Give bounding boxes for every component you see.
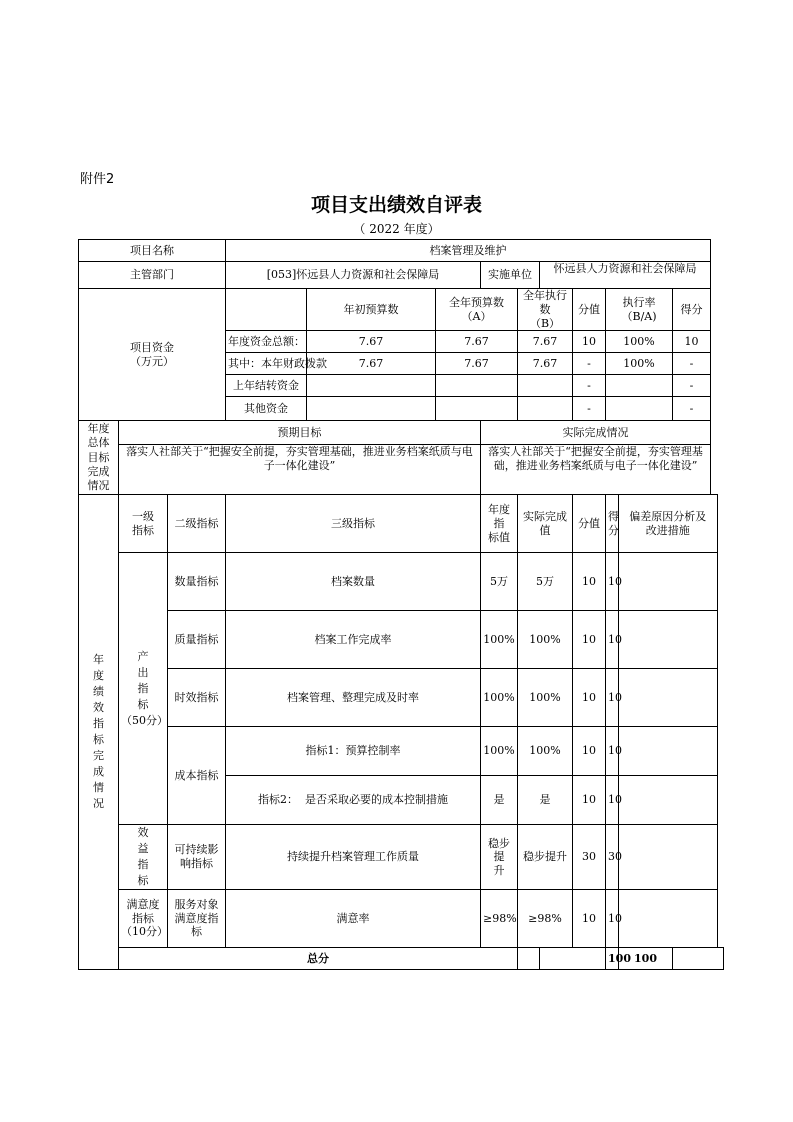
indicator-score-value: 30 (573, 825, 606, 890)
expected-goal-text: 落实人社部关于“把握安全前提，夯实管理基础，推进业务档案纸质与电子一体化建设” (119, 445, 481, 495)
indicator-score: 10 (606, 776, 619, 825)
indicator-analysis (619, 669, 718, 727)
indicator-analysis (619, 727, 718, 776)
indicator-level3: 档案工作完成率 (226, 611, 481, 669)
indicator-analysis (619, 553, 718, 611)
total-label: 总分 (119, 948, 518, 970)
header-level1: 一级 指标 (119, 495, 168, 553)
header-actual-value: 实际完成 值 (518, 495, 573, 553)
actual-goal-header: 实际完成情况 (481, 421, 711, 445)
indicator-score-value: 10 (573, 669, 606, 727)
header-level3: 三级指标 (226, 495, 481, 553)
funds-row-executed: 7.67 (518, 353, 573, 375)
indicator-actual: 稳步提升 (518, 825, 573, 890)
header-initial: 年初预算数 (307, 289, 436, 331)
funds-row-initial: 7.67 (307, 331, 436, 353)
funds-row-exec-rate: 100% (606, 331, 673, 353)
dept-label: 主管部门 (79, 262, 226, 289)
indicator-score-value: 10 (573, 611, 606, 669)
indicator-actual: 100% (518, 611, 573, 669)
year-label: （ 2022 年度） (353, 222, 440, 236)
funds-row-score-value: - (573, 353, 606, 375)
funds-row-full-budget (436, 375, 518, 397)
indicator-level3: 指标1：预算控制率 (226, 727, 481, 776)
benefit-indicator-group: 效 益 指 标 (119, 825, 168, 890)
actual-goal-text: 落实人社部关于“把握安全前提，夯实管理基础，推进业务档案纸质与电子一体化建设” (481, 445, 711, 495)
indicator-actual: 是 (518, 776, 573, 825)
impl-value: 怀远县人力资源和社会保障局 (540, 262, 711, 289)
indicator-level2: 时效指标 (168, 669, 226, 727)
indicator-score-value: 10 (573, 727, 606, 776)
funds-row-initial (307, 375, 436, 397)
total-blank (518, 948, 540, 970)
funds-row-label: 其他资金 (226, 397, 307, 421)
indicator-level2: 成本指标 (168, 727, 226, 825)
header-score: 得分 (673, 289, 711, 331)
indicator-level2: 质量指标 (168, 611, 226, 669)
indicator-analysis (619, 890, 718, 948)
header-score-value: 分值 (573, 495, 606, 553)
funds-row-score: - (673, 397, 711, 421)
funds-row-exec-rate (606, 397, 673, 421)
funds-row-exec-rate (606, 375, 673, 397)
indicator-level3: 持续提升档案管理工作质量 (226, 825, 481, 890)
indicator-annual: 100% (481, 727, 518, 776)
page-title: 项目支出绩效自评表 (310, 194, 482, 216)
funds-row-executed (518, 397, 573, 421)
header-score: 得分 (606, 495, 619, 553)
satisfaction-indicator-group: 满意度 指标 （10分） (119, 890, 168, 948)
indicator-level3: 指标2： 是否采取必要的成本控制措施 (226, 776, 481, 825)
funds-row-score: 10 (673, 331, 711, 353)
performance-table (78, 239, 724, 970)
indicator-level3: 满意率 (226, 890, 481, 948)
funds-row-initial (307, 397, 436, 421)
expected-goal-header: 预期目标 (119, 421, 481, 445)
total-score: 100 (619, 948, 673, 970)
indicator-analysis (619, 611, 718, 669)
total-analysis (673, 948, 724, 970)
attachment-label: 附件2 (80, 172, 115, 187)
funds-row-score-value: 10 (573, 331, 606, 353)
impl-label: 实施单位 (481, 262, 540, 289)
funds-row-executed (518, 375, 573, 397)
indicator-score-value: 10 (573, 890, 606, 948)
funds-row-label: 其中：本年财政拨款 (226, 353, 307, 375)
total-blank (540, 948, 606, 970)
project-name-label: 项目名称 (79, 240, 226, 262)
indicator-score: 10 (606, 727, 619, 776)
indicator-actual: 100% (518, 727, 573, 776)
goals-label: 年度 总体 目标 完成 情况 (79, 421, 119, 495)
funds-row-executed: 7.67 (518, 331, 573, 353)
funds-row-full-budget: 7.67 (436, 331, 518, 353)
header-exec-rate: 执行率 （B/A) (606, 289, 673, 331)
funds-row-score: - (673, 375, 711, 397)
indicator-analysis (619, 776, 718, 825)
header-level2: 二级指标 (168, 495, 226, 553)
indicator-score: 10 (606, 611, 619, 669)
funds-header-blank (226, 289, 307, 331)
indicator-score: 10 (606, 669, 619, 727)
indicator-level2: 可持续影 响指标 (168, 825, 226, 890)
indicator-actual: ≥98% (518, 890, 573, 948)
indicator-level3: 档案管理、整理完成及时率 (226, 669, 481, 727)
indicator-annual: 5万 (481, 553, 518, 611)
dept-value: [053]怀远县人力资源和社会保障局 (226, 262, 481, 289)
funds-row-score: - (673, 353, 711, 375)
funds-row-label: 上年结转资金 (226, 375, 307, 397)
indicator-score: 10 (606, 890, 619, 948)
indicator-annual: 稳步提 升 (481, 825, 518, 890)
header-full-budget: 全年预算数 （A） (436, 289, 518, 331)
header-annual-value: 年度指 标值 (481, 495, 518, 553)
indicator-annual: 100% (481, 669, 518, 727)
indicator-score: 10 (606, 553, 619, 611)
funds-row-exec-rate: 100% (606, 353, 673, 375)
indicator-actual: 5万 (518, 553, 573, 611)
perf-indicators-label: 年 度 绩 效 指 标 完 成 情 况 (79, 495, 119, 970)
indicator-score-value: 10 (573, 553, 606, 611)
funds-row-initial: 7.67 (307, 353, 436, 375)
indicator-annual: 100% (481, 611, 518, 669)
indicator-level2: 服务对象 满意度指 标 (168, 890, 226, 948)
indicator-analysis (619, 825, 718, 890)
indicator-score: 30 (606, 825, 619, 890)
funds-label: 项目资金 （万元） (79, 289, 226, 421)
funds-row-full-budget (436, 397, 518, 421)
header-analysis: 偏差原因分析及 改进措施 (619, 495, 718, 553)
output-indicator-group: 产 出 指 标 （50分） (119, 553, 168, 825)
funds-row-score-value: - (573, 397, 606, 421)
indicator-level2: 数量指标 (168, 553, 226, 611)
header-executed: 全年执行数 （B） (518, 289, 573, 331)
project-name-value: 档案管理及维护 (226, 240, 711, 262)
total-score-value: 100 (606, 948, 619, 970)
header-score-value: 分值 (573, 289, 606, 331)
indicator-actual: 100% (518, 669, 573, 727)
indicator-annual: 是 (481, 776, 518, 825)
indicator-annual: ≥98% (481, 890, 518, 948)
indicator-level3: 档案数量 (226, 553, 481, 611)
funds-row-full-budget: 7.67 (436, 353, 518, 375)
indicator-score-value: 10 (573, 776, 606, 825)
funds-row-label: 年度资金总额： (226, 331, 307, 353)
funds-row-score-value: - (573, 375, 606, 397)
